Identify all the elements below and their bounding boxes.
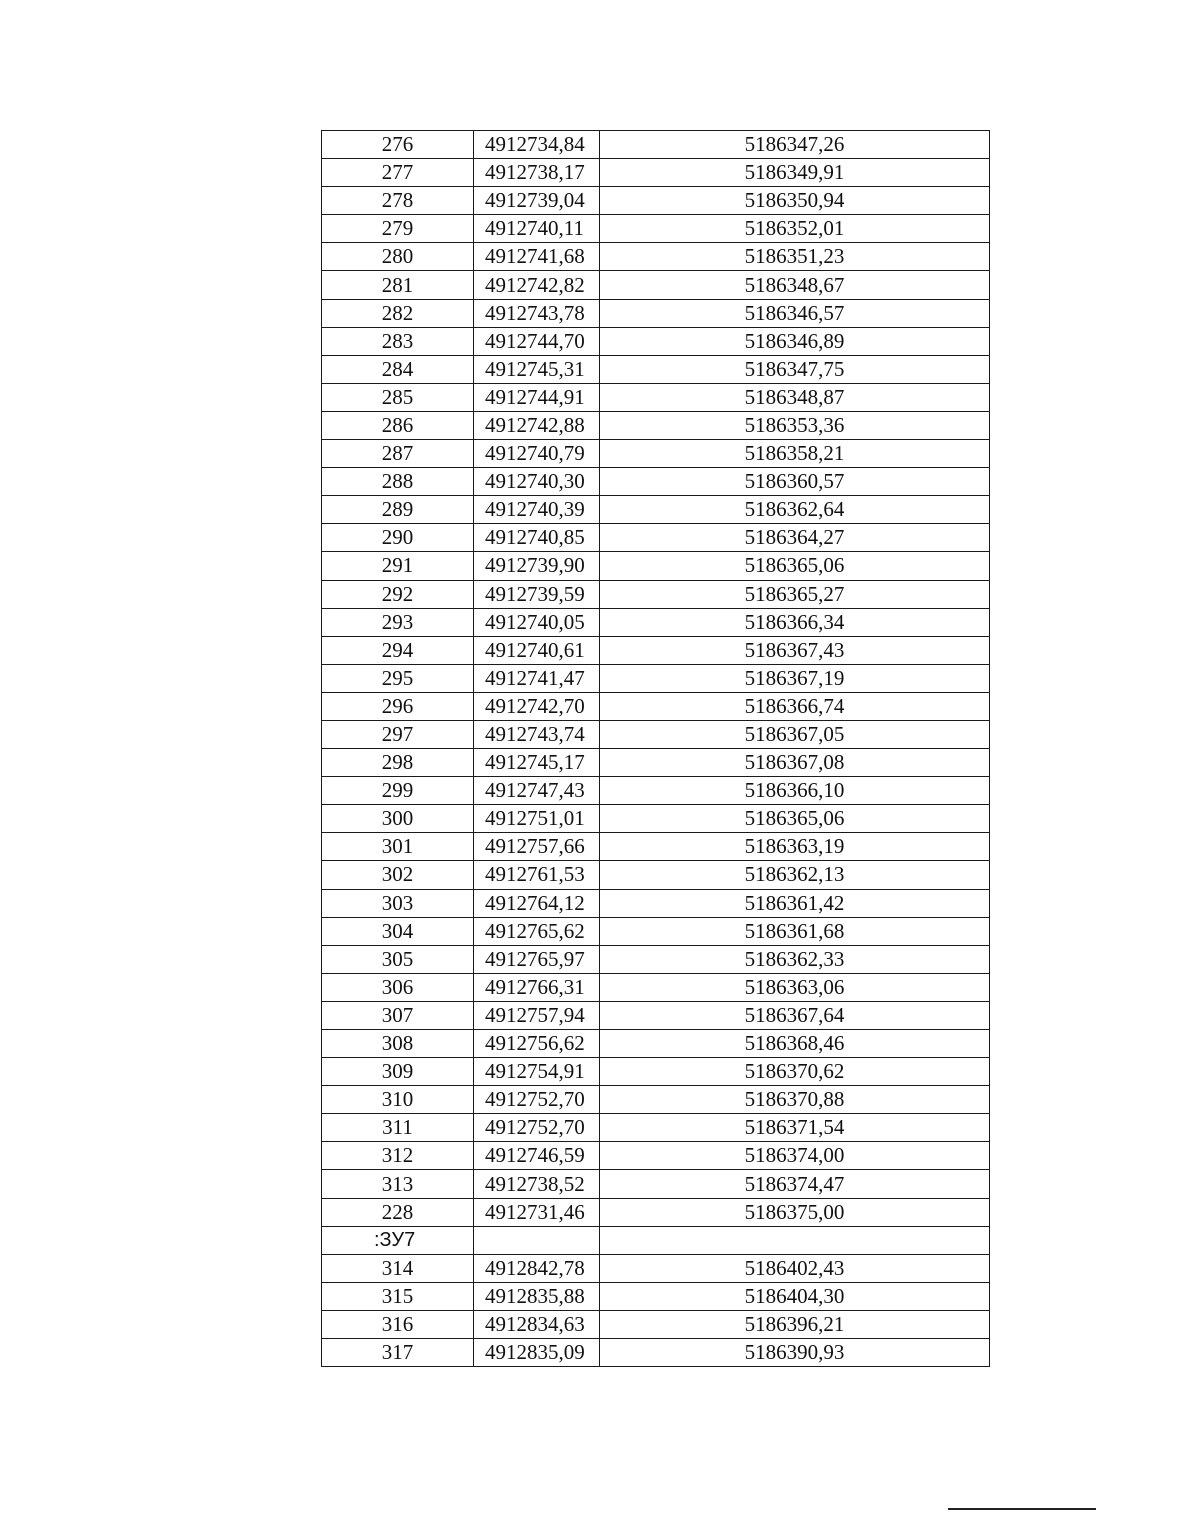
y-coordinate-cell: 5186366,10 <box>600 777 990 805</box>
x-coordinate-cell: 4912740,61 <box>474 636 600 664</box>
x-coordinate-cell: 4912738,17 <box>474 159 600 187</box>
y-coordinate-cell: 5186365,06 <box>600 552 990 580</box>
y-coordinate-cell: 5186366,74 <box>600 692 990 720</box>
table-row <box>322 1339 990 1367</box>
table-row <box>322 917 990 945</box>
y-coordinate-cell: 5186371,54 <box>600 1114 990 1142</box>
point-number-cell: 305 <box>322 945 474 973</box>
table-row <box>322 496 990 524</box>
table-row <box>322 720 990 748</box>
y-coordinate-cell: 5186365,06 <box>600 805 990 833</box>
point-number-cell: 291 <box>322 552 474 580</box>
coordinates-table <box>321 130 990 1367</box>
point-number-cell: 294 <box>322 636 474 664</box>
y-coordinate-cell: 5186347,75 <box>600 355 990 383</box>
y-coordinate-cell <box>600 1226 990 1254</box>
point-number-cell: 293 <box>322 608 474 636</box>
y-coordinate-cell: 5186348,67 <box>600 271 990 299</box>
x-coordinate-cell: 4912731,46 <box>474 1198 600 1226</box>
point-number-cell: 316 <box>322 1310 474 1338</box>
table-row <box>322 749 990 777</box>
x-coordinate-cell: 4912766,31 <box>474 973 600 1001</box>
x-coordinate-cell <box>474 1226 600 1254</box>
x-coordinate-cell: 4912741,68 <box>474 243 600 271</box>
point-number-cell: 303 <box>322 889 474 917</box>
y-coordinate-cell: 5186367,43 <box>600 636 990 664</box>
y-coordinate-cell: 5186375,00 <box>600 1198 990 1226</box>
table-row <box>322 692 990 720</box>
x-coordinate-cell: 4912754,91 <box>474 1058 600 1086</box>
y-coordinate-cell: 5186367,08 <box>600 749 990 777</box>
point-number-cell: 300 <box>322 805 474 833</box>
y-coordinate-cell: 5186370,62 <box>600 1058 990 1086</box>
x-coordinate-cell: 4912745,31 <box>474 355 600 383</box>
table-row <box>322 243 990 271</box>
point-number-cell: 301 <box>322 833 474 861</box>
x-coordinate-cell: 4912751,01 <box>474 805 600 833</box>
table-row <box>322 805 990 833</box>
x-coordinate-cell: 4912740,39 <box>474 496 600 524</box>
table-row <box>322 1282 990 1310</box>
y-coordinate-cell: 5186346,89 <box>600 327 990 355</box>
x-coordinate-cell: 4912757,94 <box>474 1001 600 1029</box>
y-coordinate-cell: 5186350,94 <box>600 187 990 215</box>
x-coordinate-cell: 4912835,09 <box>474 1339 600 1367</box>
table-row <box>322 355 990 383</box>
point-number-cell: 286 <box>322 411 474 439</box>
x-coordinate-cell: 4912842,78 <box>474 1254 600 1282</box>
x-coordinate-cell: 4912740,05 <box>474 608 600 636</box>
x-coordinate-cell: 4912834,63 <box>474 1310 600 1338</box>
point-number-cell: 298 <box>322 749 474 777</box>
y-coordinate-cell: 5186360,57 <box>600 468 990 496</box>
point-number-cell: 302 <box>322 861 474 889</box>
y-coordinate-cell: 5186353,36 <box>600 411 990 439</box>
point-number-cell: 281 <box>322 271 474 299</box>
coordinates-table-body <box>322 131 990 1367</box>
y-coordinate-cell: 5186368,46 <box>600 1030 990 1058</box>
section-label: :ЗУ7 <box>322 1226 474 1254</box>
table-row <box>322 833 990 861</box>
y-coordinate-cell: 5186402,43 <box>600 1254 990 1282</box>
point-number-cell: 315 <box>322 1282 474 1310</box>
point-number-cell: 280 <box>322 243 474 271</box>
y-coordinate-cell: 5186362,64 <box>600 496 990 524</box>
x-coordinate-cell: 4912744,91 <box>474 383 600 411</box>
x-coordinate-cell: 4912765,97 <box>474 945 600 973</box>
point-number-cell: 306 <box>322 973 474 1001</box>
point-number-cell: 317 <box>322 1339 474 1367</box>
y-coordinate-cell: 5186364,27 <box>600 524 990 552</box>
table-row <box>322 861 990 889</box>
x-coordinate-cell: 4912738,52 <box>474 1170 600 1198</box>
point-number-cell: 285 <box>322 383 474 411</box>
table-row <box>322 187 990 215</box>
y-coordinate-cell: 5186363,06 <box>600 973 990 1001</box>
y-coordinate-cell: 5186374,47 <box>600 1170 990 1198</box>
x-coordinate-cell: 4912740,79 <box>474 440 600 468</box>
table-row <box>322 1254 990 1282</box>
y-coordinate-cell: 5186358,21 <box>600 440 990 468</box>
table-row <box>322 636 990 664</box>
point-number-cell: 296 <box>322 692 474 720</box>
x-coordinate-cell: 4912744,70 <box>474 327 600 355</box>
point-number-cell: 292 <box>322 580 474 608</box>
point-number-cell: 304 <box>322 917 474 945</box>
x-coordinate-cell: 4912740,85 <box>474 524 600 552</box>
y-coordinate-cell: 5186346,57 <box>600 299 990 327</box>
x-coordinate-cell: 4912739,59 <box>474 580 600 608</box>
table-row <box>322 131 990 159</box>
table-row <box>322 1086 990 1114</box>
x-coordinate-cell: 4912740,11 <box>474 215 600 243</box>
y-coordinate-cell: 5186390,93 <box>600 1339 990 1367</box>
point-number-cell: 277 <box>322 159 474 187</box>
point-number-cell: 276 <box>322 131 474 159</box>
table-row <box>322 1142 990 1170</box>
x-coordinate-cell: 4912745,17 <box>474 749 600 777</box>
point-number-cell: 284 <box>322 355 474 383</box>
x-coordinate-cell: 4912742,88 <box>474 411 600 439</box>
footer-rule <box>948 1508 1096 1510</box>
y-coordinate-cell: 5186367,19 <box>600 664 990 692</box>
y-coordinate-cell: 5186374,00 <box>600 1142 990 1170</box>
table-row <box>322 440 990 468</box>
y-coordinate-cell: 5186363,19 <box>600 833 990 861</box>
x-coordinate-cell: 4912739,04 <box>474 187 600 215</box>
y-coordinate-cell: 5186370,88 <box>600 1086 990 1114</box>
table-row <box>322 973 990 1001</box>
y-coordinate-cell: 5186367,64 <box>600 1001 990 1029</box>
x-coordinate-cell: 4912746,59 <box>474 1142 600 1170</box>
y-coordinate-cell: 5186365,27 <box>600 580 990 608</box>
table-row <box>322 889 990 917</box>
point-number-cell: 311 <box>322 1114 474 1142</box>
table-row <box>322 777 990 805</box>
y-coordinate-cell: 5186366,34 <box>600 608 990 636</box>
table-row <box>322 468 990 496</box>
table-row <box>322 580 990 608</box>
x-coordinate-cell: 4912756,62 <box>474 1030 600 1058</box>
table-row <box>322 215 990 243</box>
y-coordinate-cell: 5186362,13 <box>600 861 990 889</box>
x-coordinate-cell: 4912765,62 <box>474 917 600 945</box>
point-number-cell: 309 <box>322 1058 474 1086</box>
table-row <box>322 524 990 552</box>
x-coordinate-cell: 4912757,66 <box>474 833 600 861</box>
y-coordinate-cell: 5186361,68 <box>600 917 990 945</box>
table-row <box>322 327 990 355</box>
point-number-cell: 279 <box>322 215 474 243</box>
table-row <box>322 299 990 327</box>
point-number-cell: 283 <box>322 327 474 355</box>
x-coordinate-cell: 4912734,84 <box>474 131 600 159</box>
y-coordinate-cell: 5186347,26 <box>600 131 990 159</box>
table-row <box>322 608 990 636</box>
x-coordinate-cell: 4912742,82 <box>474 271 600 299</box>
point-number-cell: 287 <box>322 440 474 468</box>
table-row <box>322 383 990 411</box>
y-coordinate-cell: 5186348,87 <box>600 383 990 411</box>
table-row <box>322 159 990 187</box>
x-coordinate-cell: 4912752,70 <box>474 1114 600 1142</box>
x-coordinate-cell: 4912752,70 <box>474 1086 600 1114</box>
x-coordinate-cell: 4912741,47 <box>474 664 600 692</box>
point-number-cell: 312 <box>322 1142 474 1170</box>
y-coordinate-cell: 5186349,91 <box>600 159 990 187</box>
y-coordinate-cell: 5186404,30 <box>600 1282 990 1310</box>
point-number-cell: 295 <box>322 664 474 692</box>
table-row <box>322 1058 990 1086</box>
section-row <box>322 1226 990 1254</box>
y-coordinate-cell: 5186367,05 <box>600 720 990 748</box>
x-coordinate-cell: 4912761,53 <box>474 861 600 889</box>
x-coordinate-cell: 4912835,88 <box>474 1282 600 1310</box>
point-number-cell: 313 <box>322 1170 474 1198</box>
y-coordinate-cell: 5186362,33 <box>600 945 990 973</box>
table-row <box>322 664 990 692</box>
point-number-cell: 288 <box>322 468 474 496</box>
y-coordinate-cell: 5186396,21 <box>600 1310 990 1338</box>
x-coordinate-cell: 4912743,74 <box>474 720 600 748</box>
x-coordinate-cell: 4912743,78 <box>474 299 600 327</box>
point-number-cell: 290 <box>322 524 474 552</box>
point-number-cell: 310 <box>322 1086 474 1114</box>
point-number-cell: 297 <box>322 720 474 748</box>
table-row <box>322 1198 990 1226</box>
y-coordinate-cell: 5186352,01 <box>600 215 990 243</box>
table-row <box>322 1170 990 1198</box>
x-coordinate-cell: 4912740,30 <box>474 468 600 496</box>
table-row <box>322 1310 990 1338</box>
table-row <box>322 271 990 299</box>
point-number-cell: 314 <box>322 1254 474 1282</box>
point-number-cell: 307 <box>322 1001 474 1029</box>
x-coordinate-cell: 4912739,90 <box>474 552 600 580</box>
point-number-cell: 308 <box>322 1030 474 1058</box>
point-number-cell: 299 <box>322 777 474 805</box>
table-row <box>322 552 990 580</box>
point-number-cell: 228 <box>322 1198 474 1226</box>
y-coordinate-cell: 5186351,23 <box>600 243 990 271</box>
table-row <box>322 945 990 973</box>
table-row <box>322 411 990 439</box>
table-row <box>322 1030 990 1058</box>
table-row <box>322 1114 990 1142</box>
x-coordinate-cell: 4912742,70 <box>474 692 600 720</box>
table-row <box>322 1001 990 1029</box>
point-number-cell: 278 <box>322 187 474 215</box>
x-coordinate-cell: 4912764,12 <box>474 889 600 917</box>
y-coordinate-cell: 5186361,42 <box>600 889 990 917</box>
x-coordinate-cell: 4912747,43 <box>474 777 600 805</box>
point-number-cell: 282 <box>322 299 474 327</box>
point-number-cell: 289 <box>322 496 474 524</box>
